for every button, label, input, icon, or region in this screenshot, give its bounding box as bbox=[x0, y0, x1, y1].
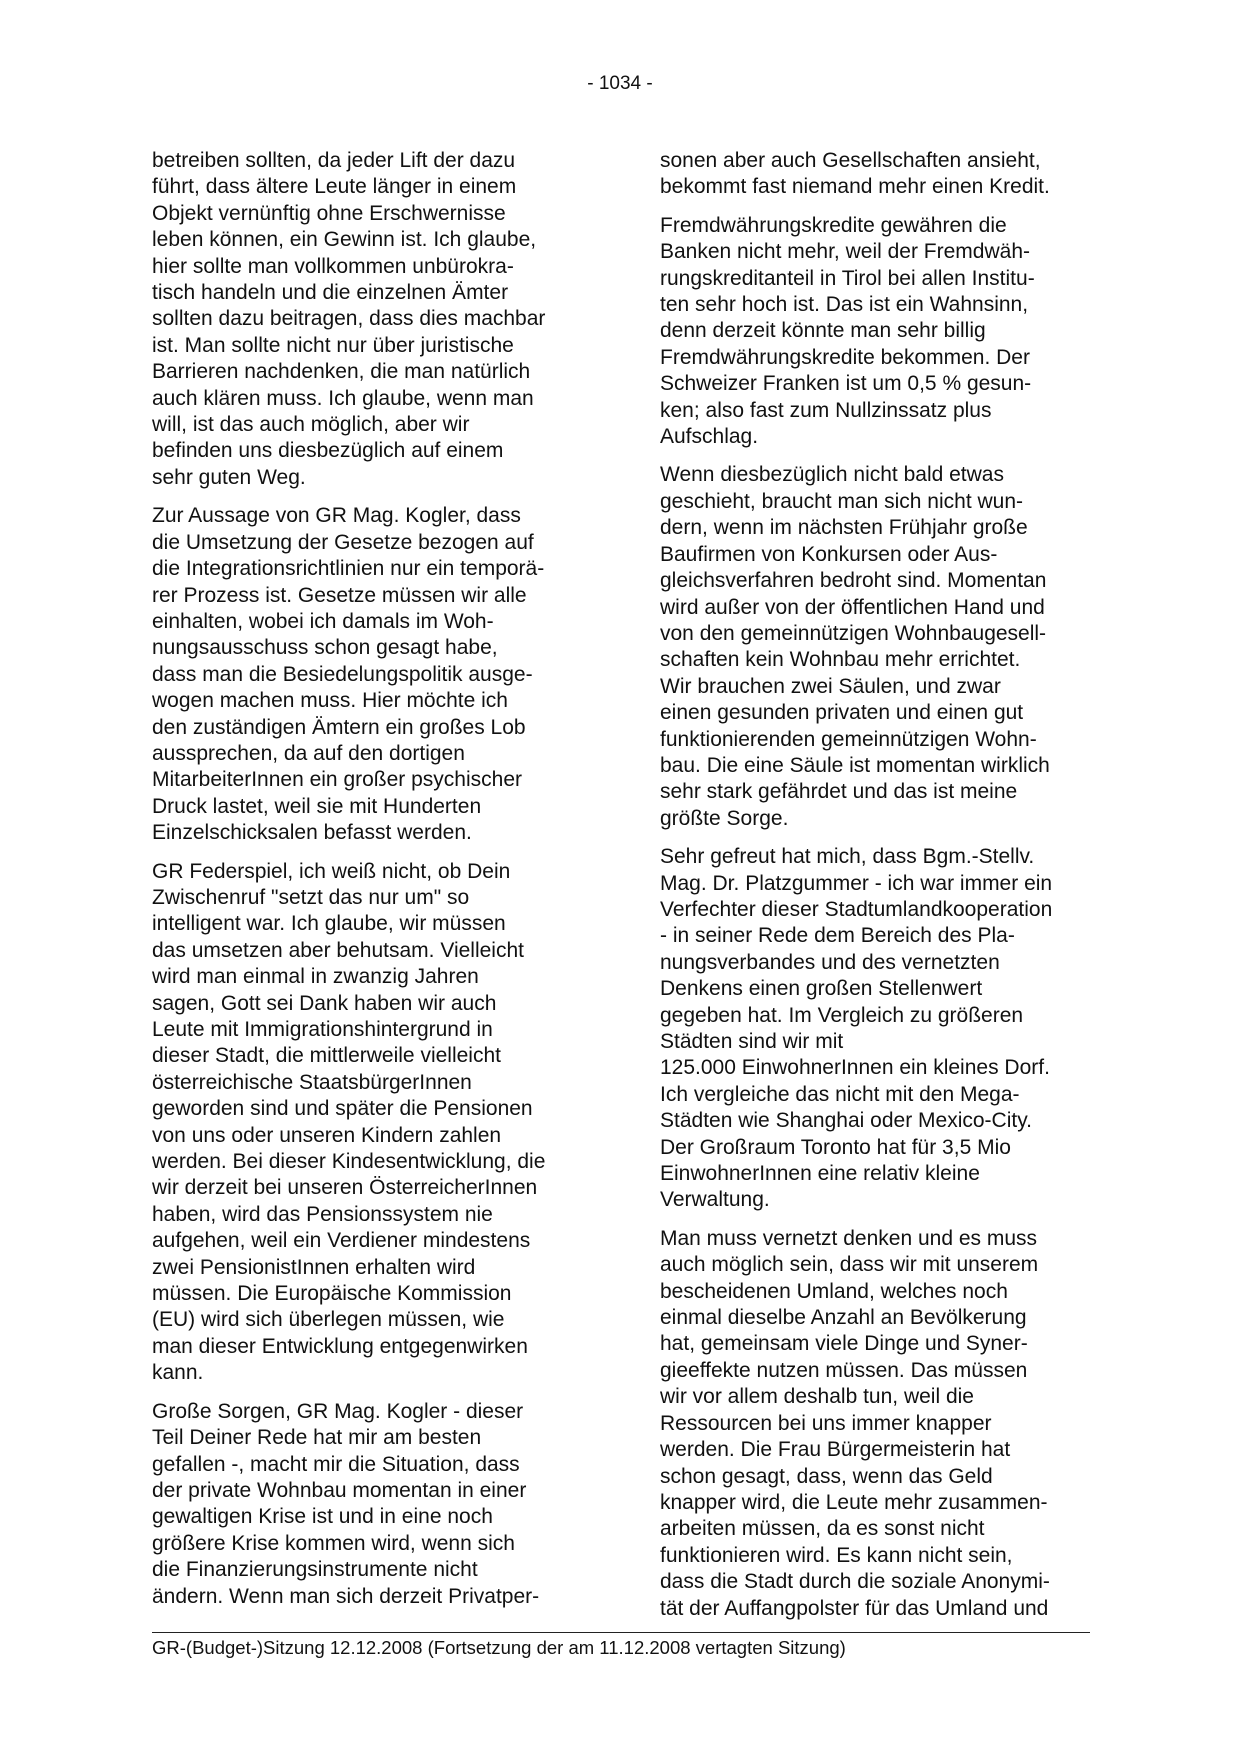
paragraph: Fremdwährungskredite gewähren die Banken nicht mehr, weil der Fremdwäh- rungskreditanteil in Tirol bei allen Institu- ten sehr hoch ist. Das ist ein Wahnsinn, denn derzeit könnte man sehr billig Fremdwährungskredite bekommen. Der Schweizer Franken ist um 0,5 % gesun- ken; also fast zum Nullzinssatz plus Aufschlag. bbox=[660, 213, 1035, 449]
footer-session-info: GR-(Budget-)Sitzung 12.12.2008 (Fortsetzung der am 11.12.2008 vertagten Sitzung) bbox=[152, 1637, 846, 1658]
paragraph: betreiben sollten, da jeder Lift der dazu führt, dass ältere Leute länger in einem Objekt vernünftig ohne Erschwernisse leben können, ein Gewinn ist. Ich glaube, hier sollte man vollkommen unbürokra- tisch handeln und die einzelnen Ämter sollten dazu beitragen, dass dies machbar ist. Man sollte nicht nur über juristische Barrieren nachdenken, die man natürlich auch klären muss. Ich glaube, wenn man will, ist das auch möglich, aber wir befinden uns diesbezüglich auf einem sehr guten Weg. bbox=[152, 149, 546, 489]
right-column bbox=[660, 148, 1095, 1634]
footer-divider bbox=[152, 1632, 1090, 1633]
paragraph: GR Federspiel, ich weiß nicht, ob Dein Zwischenruf "setzt das nur um" so intelligent war. Ich glaube, wir müssen das umsetzen aber behutsam. Vielleicht wird man einmal in zwanzig Jahren sagen, Gott sei Dank haben wir auch Leute mit Immigrationshintergrund in dieser Stadt, die mittlerweile vielleicht österreichische StaatsbürgerInnen geworden sind und später die Pensionen von uns oder unseren Kindern zahlen werden. Bei dieser Kindesentwicklung, die wir derzeit bei unseren ÖsterreicherInnen haben, wird das Pensionssystem nie aufgehen, weil ein Verdiener mindestens zwei PensionistInnen erhalten wird müssen. Die Europäische Kommission (EU) wird sich überlegen müssen, wie man dieser Entwicklung entgegenwirken kann. bbox=[152, 859, 546, 1385]
paragraph: Wenn diesbezüglich nicht bald etwas geschieht, braucht man sich nicht wun- dern, wenn im nächsten Frühjahr große Baufirmen von Konkursen oder Aus- gleichsverfahren bedroht sind. Momentan wird außer von der öffentlichen Hand und von den gemeinnützigen Wohnbaugesell- schaften kein Wohnbau mehr errichtet. Wir brauchen zwei Säulen, und zwar einen gesunden privaten und einen gut funktionierenden gemeinnützigen Wohn- bau. Die eine Säule ist momentan wirklich sehr stark gefährdet und das ist meine größte Sorge. bbox=[660, 463, 1050, 830]
paragraph: Man muss vernetzt denken und es muss auch möglich sein, dass wir mit unserem bescheidenen Umland, welches noch einmal dieselbe Anzahl an Bevölkerung hat, gemeinsam viele Dinge und Syner- gieeffekte nutzen müssen. Das müssen wir vor allem deshalb tun, weil die Ressourcen bei uns immer knapper werden. Die Frau Bürgermeisterin hat schon gesagt, dass, wenn das Geld knapper wird, die Leute mehr zusammen- arbeiten müssen, da es sonst nicht funktionieren wird. Es kann nicht sein, dass die Stadt durch die soziale Anonymi- tät der Auffangpolster für das Umland und bbox=[660, 1226, 1050, 1620]
page-number: - 1034 - bbox=[587, 73, 653, 94]
paragraph: Sehr gefreut hat mich, dass Bgm.-Stellv. Mag. Dr. Platzgummer - ich war immer ein Verfechter dieser Stadtumlandkooperation - in seiner Rede dem Bereich des Pla- nungsverbandes und des vernetzten Denkens einen großen Stellenwert gegeben hat. Im Vergleich zu größeren Städten sind wir mit 125.000 EinwohnerInnen ein kleines Dorf. Ich vergleiche das nicht mit den Mega- Städten wie Shanghai oder Mexico-City. Der Großraum Toronto hat für 3,5 Mio EinwohnerInnen eine relativ kleine Verwaltung. bbox=[660, 845, 1053, 1212]
paragraph: Große Sorgen, GR Mag. Kogler - dieser Teil Deiner Rede hat mir am besten gefallen -, macht mir die Situation, dass der private Wohnbau momentan in einer gewaltigen Krise ist und in eine noch größere Krise kommen wird, wenn sich die Finanzierungsinstrumente nicht ändern. Wenn man sich derzeit Privatper- bbox=[152, 1399, 540, 1608]
left-column bbox=[152, 148, 582, 1622]
paragraph: Zur Aussage von GR Mag. Kogler, dass die Umsetzung der Gesetze bezogen auf die Integrationsrichtlinien nur ein temporä- rer Prozess ist. Gesetze müssen wir alle einhalten, wobei ich damals im Woh- nungsausschuss schon gesagt habe, dass man die Besiedelungspolitik ausge- wogen machen muss. Hier möchte ich den zuständigen Ämtern ein großes Lob aussprechen, da auf den dortigen MitarbeiterInnen ein großer psychischer Druck lastet, weil sie mit Hunderten Einzelschicksalen befasst werden. bbox=[152, 504, 545, 845]
paragraph: sonen aber auch Gesellschaften ansieht, bekommt fast niemand mehr einen Kredit. bbox=[660, 149, 1050, 199]
